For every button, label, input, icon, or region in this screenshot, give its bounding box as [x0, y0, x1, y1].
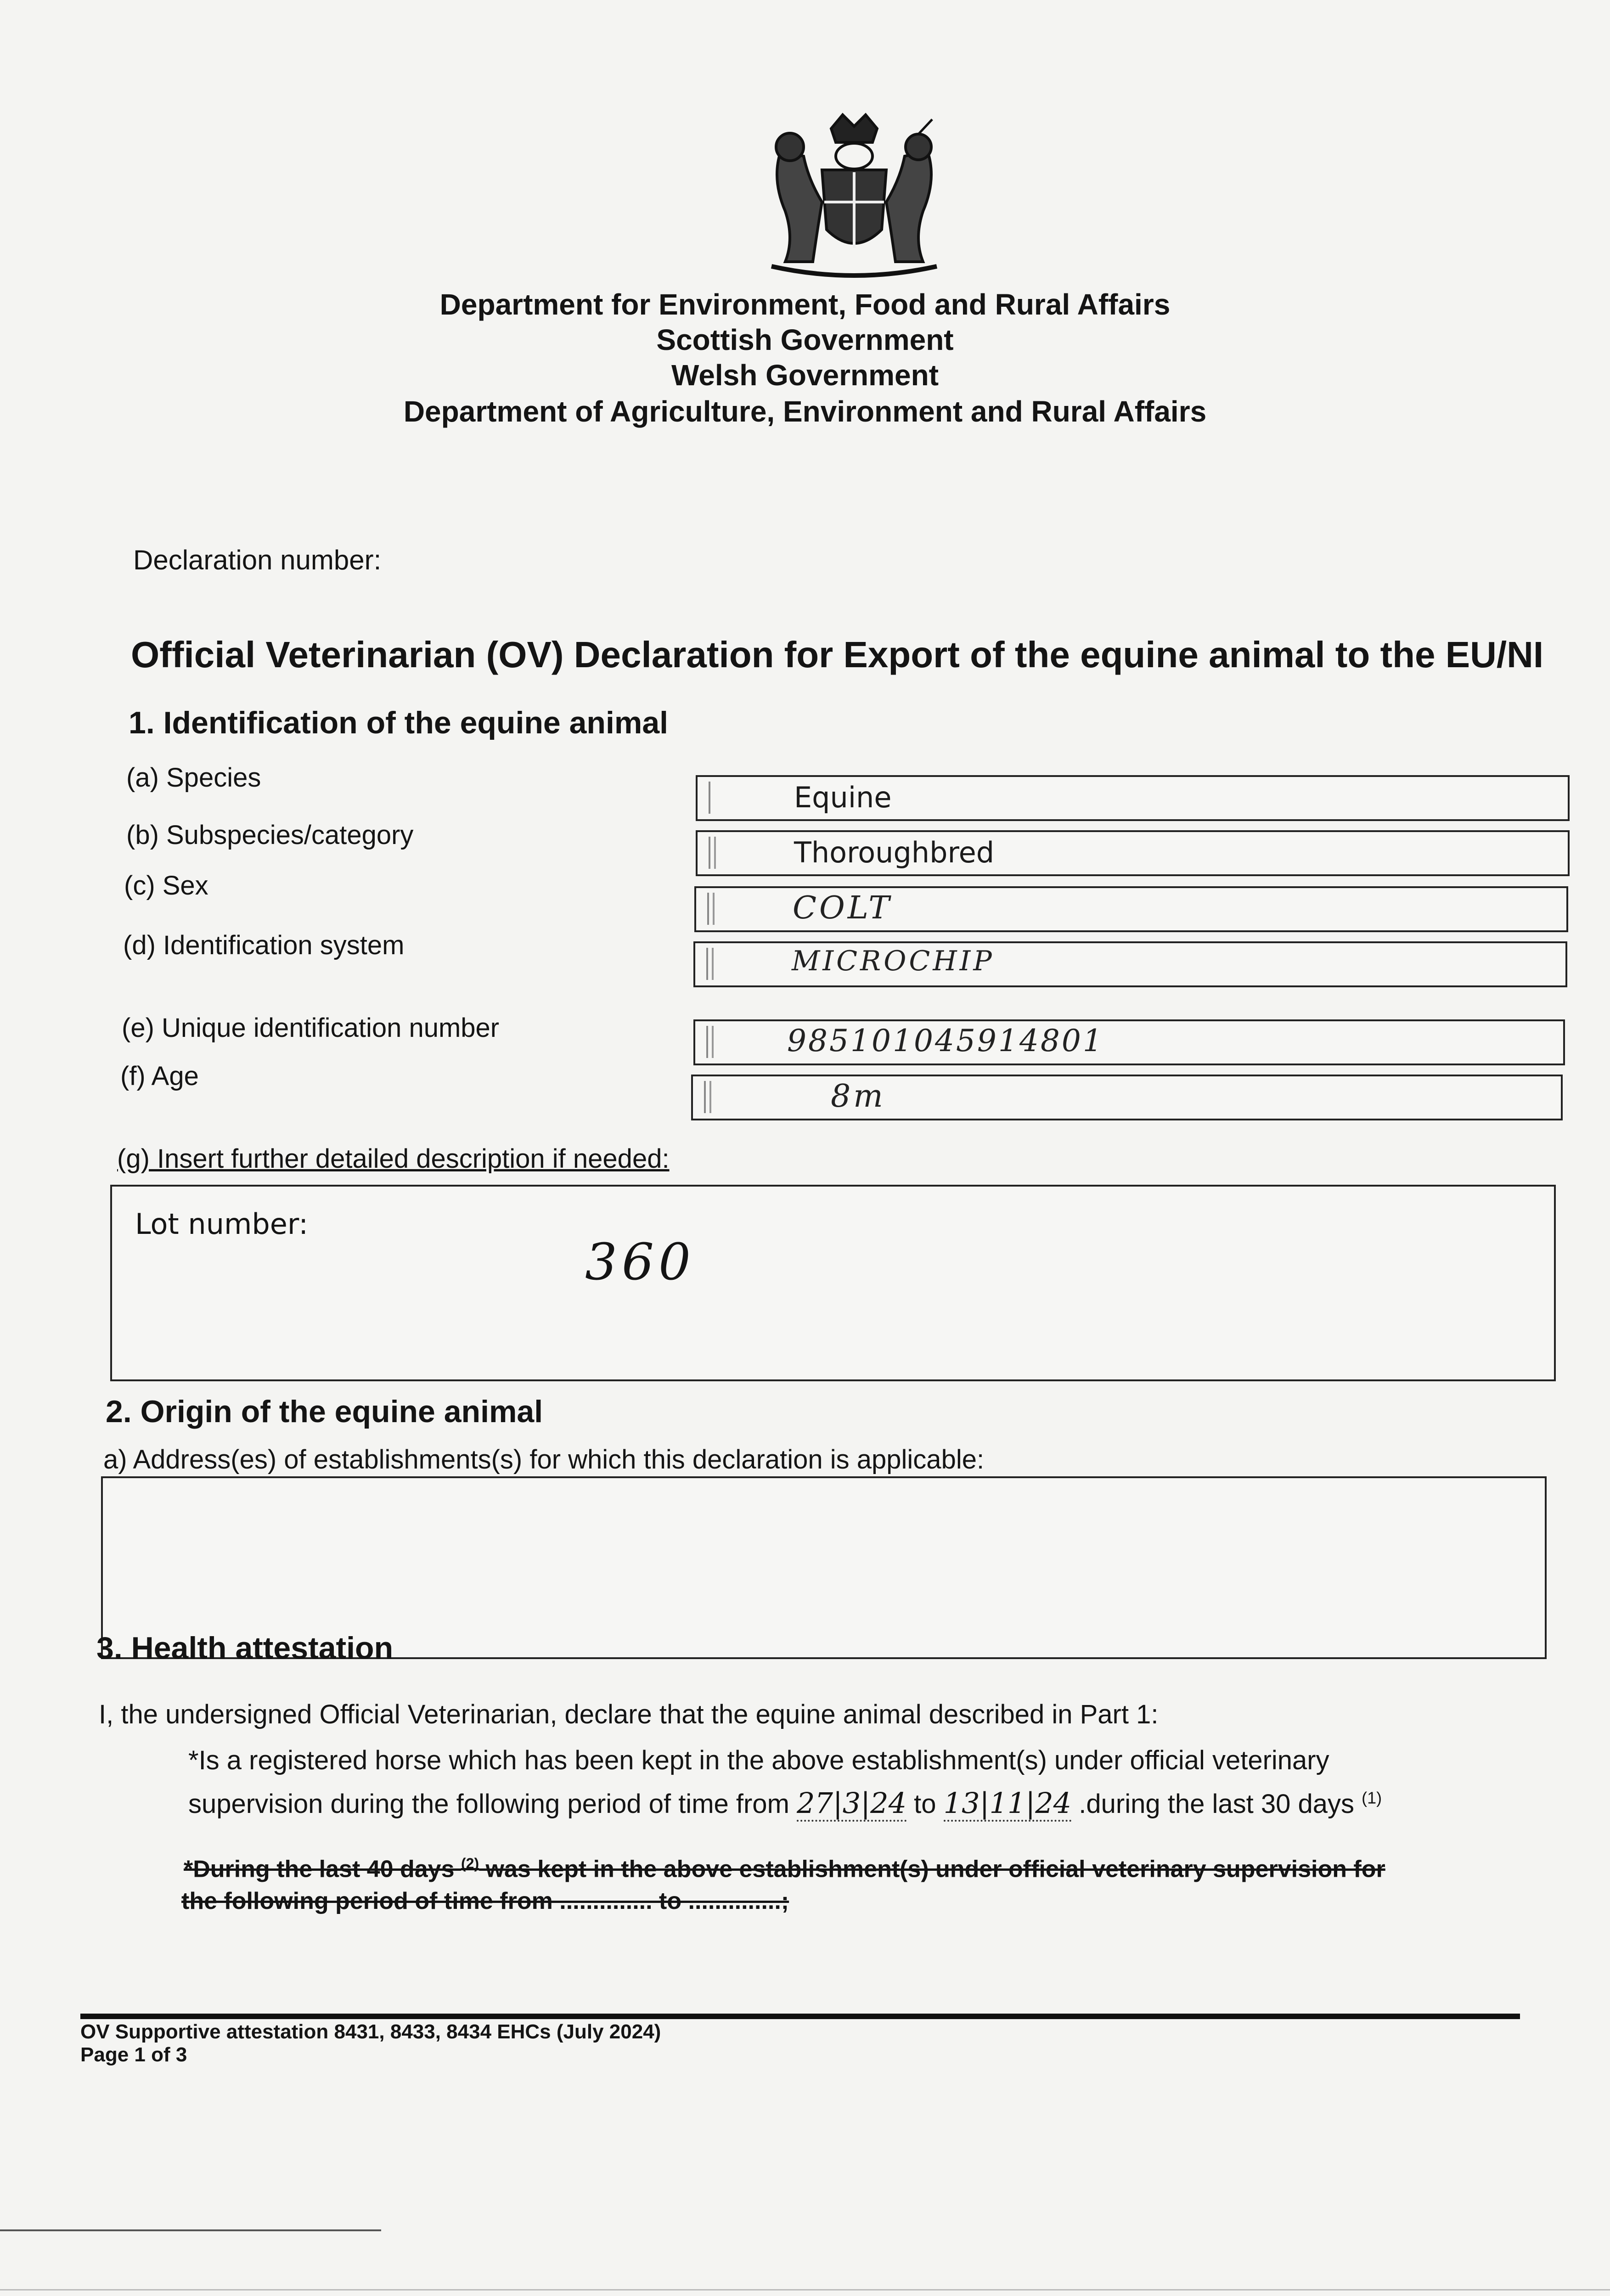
attestation-intro: I, the undersigned Official Veterinarian, declare that the equine animal described in Part 1:: [99, 1699, 1159, 1729]
struck-line-1: [184, 1855, 1385, 1883]
section-1-heading: 1. Identification of the equine animal: [129, 705, 669, 740]
header-department-defra: Department for Environment, Food and Rural Affairs: [439, 288, 1171, 321]
struck-line-2: the following period of time from .............. to ..............;: [181, 1888, 789, 1914]
date-from-value: 27|3|24: [797, 1786, 906, 1822]
age-value: 8m: [831, 1078, 886, 1114]
unique-id-field[interactable]: [693, 1019, 1565, 1065]
declaration-number-label: Declaration number:: [133, 545, 382, 575]
footnote-1: (1): [1362, 1788, 1382, 1807]
age-label: (f) Age: [120, 1061, 199, 1091]
struck-line-1-start: *During the last 40 days: [184, 1856, 455, 1883]
header-department-scotland: Scottish Government: [656, 323, 954, 356]
unique-id-label: (e) Unique identification number: [122, 1013, 500, 1043]
unique-id-value: 985101045914801: [787, 1023, 1104, 1058]
identification-system-value: MICROCHIP: [792, 945, 995, 977]
attestation-line-2: [188, 1786, 1382, 1820]
identification-system-field[interactable]: [693, 941, 1567, 987]
address-label: a) Address(es) of establishments(s) for which this declaration is applicable:: [103, 1445, 985, 1474]
subspecies-field[interactable]: [696, 830, 1570, 876]
page-title: Official Veterinarian (OV) Declaration for Export of the equine animal to the EU/NI: [131, 634, 1544, 675]
further-description-label: (g) Insert further detailed description if needed:: [117, 1144, 670, 1174]
lot-number-label: Lot number:: [135, 1207, 309, 1241]
attestation-to-label: to: [914, 1789, 936, 1819]
header-department-wales: Welsh Government: [671, 359, 939, 392]
footer-attestation-ref: OV Supportive attestation 8431, 8433, 8434 EHCs (July 2024): [80, 2020, 661, 2043]
footer-page-number: Page 1 of 3: [80, 2043, 187, 2066]
section-2-heading: 2. Origin of the equine animal: [106, 1394, 543, 1429]
footer-divider: [80, 2014, 1520, 2019]
attestation-line-2-start: supervision during the following period of time from: [188, 1789, 789, 1819]
footnote-2: (2): [461, 1855, 479, 1872]
sex-field[interactable]: [694, 886, 1568, 932]
lot-number-value: 360: [585, 1232, 695, 1291]
further-description-box[interactable]: [110, 1185, 1556, 1381]
section-3-heading: 3. Health attestation: [96, 1631, 394, 1666]
scan-artifact-line: [0, 2229, 381, 2231]
species-field[interactable]: [696, 775, 1570, 821]
scan-artifact-edge: [0, 2289, 1610, 2290]
identification-system-label: (d) Identification system: [123, 930, 405, 960]
royal-coat-of-arms-icon: [753, 110, 955, 285]
header-department-daera: Department of Agriculture, Environment and Rural Affairs: [403, 395, 1207, 428]
species-label: (a) Species: [126, 763, 261, 793]
attestation-line-1: *Is a registered horse which has been kept in the above establishment(s) under official veterinary: [188, 1745, 1329, 1775]
age-field[interactable]: [691, 1075, 1563, 1120]
sex-value: COLT: [793, 890, 892, 926]
attestation-line-2-end: .during the last 30 days: [1079, 1789, 1354, 1819]
species-value: Equine: [794, 781, 892, 814]
sex-label: (c) Sex: [124, 871, 208, 900]
struck-line-1-end: was kept in the above establishment(s) under official veterinary supervision for: [485, 1856, 1385, 1883]
subspecies-value: Thoroughbred: [794, 836, 995, 869]
date-to-value: 13|11|24: [944, 1786, 1071, 1822]
subspecies-label: (b) Subspecies/category: [126, 820, 414, 850]
